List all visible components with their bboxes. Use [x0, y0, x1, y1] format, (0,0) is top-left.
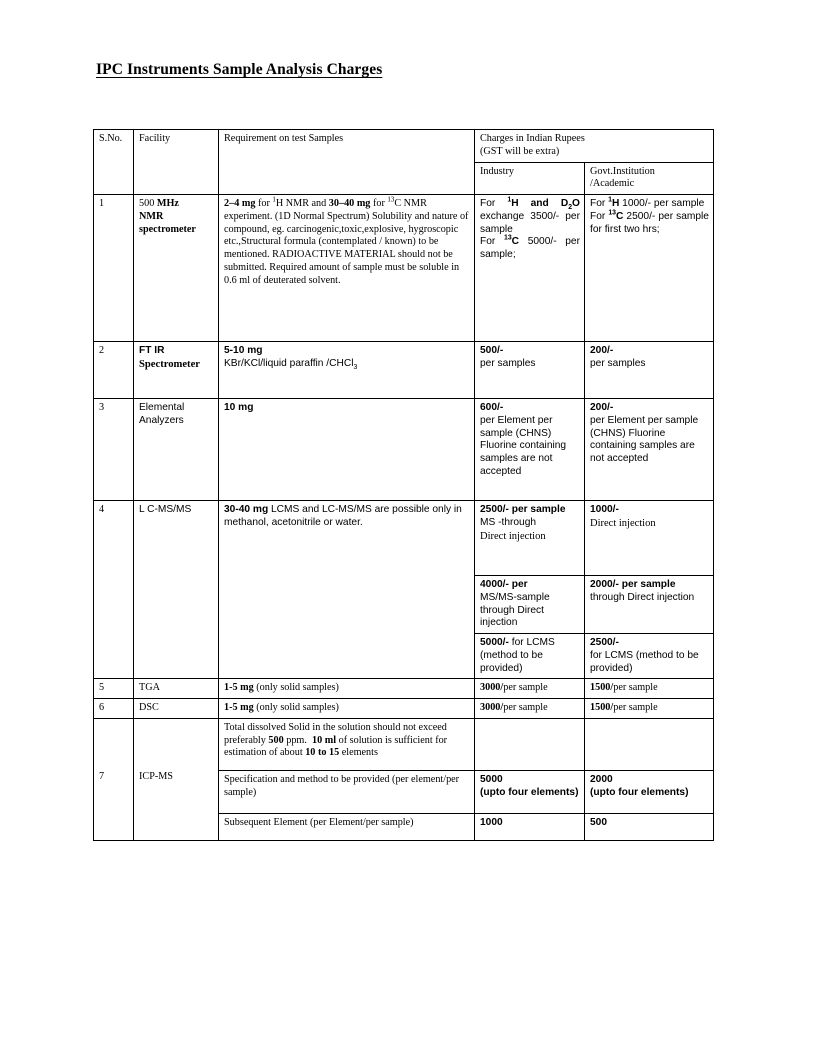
- govt-amount: 1500/: [590, 702, 614, 713]
- govt-amount: 500: [590, 816, 607, 828]
- table-row: [94, 679, 714, 699]
- industry-unit: per samples: [480, 357, 536, 369]
- govt-amount: 200/-: [590, 402, 614, 413]
- header-facility: Facility: [134, 130, 219, 195]
- govt-unit: per samples: [590, 357, 646, 369]
- row-industry-charge: [475, 501, 585, 576]
- row-govt-charge: [585, 576, 714, 634]
- page-title: IPC Instruments Sample Analysis Charges: [96, 61, 383, 78]
- row-facility: L C-MS/MS: [134, 501, 219, 679]
- row-sno: 4: [94, 501, 134, 679]
- charges-table: [93, 129, 714, 841]
- industry-amount: 500/-: [480, 345, 504, 356]
- header-charges: [475, 130, 714, 163]
- row-govt-charge: [585, 718, 714, 770]
- row-requirement: Total dissolved Solid in the solution should not exceed preferably 500 ppm. 10 ml of solution is sufficient for estimation of about 10 to 15 elements: [219, 718, 475, 770]
- row-sno: 5: [94, 679, 134, 699]
- govt-note: (upto four elements): [590, 786, 689, 798]
- industry-unit: per sample: [503, 702, 548, 713]
- row-requirement: [219, 399, 475, 501]
- table-row: [94, 501, 714, 576]
- row-industry-charge: [475, 399, 585, 501]
- row-requirement: [219, 501, 475, 679]
- govt-note: per Element per sample (CHNS) Fluorine containing samples are not accepted: [590, 414, 699, 464]
- govt-note: for LCMS (method to be provided): [590, 649, 699, 674]
- row-govt-charge: [585, 770, 714, 813]
- table-row: [94, 195, 714, 342]
- table-row: [94, 342, 714, 399]
- industry-note: MS -through: [480, 516, 537, 528]
- req-amount: 5-10 mg: [224, 345, 263, 356]
- req-amount: 1-5 mg: [224, 682, 254, 694]
- row-facility: 500 MHz NMR spectrometer: [134, 195, 219, 342]
- row-sno: 3: [94, 399, 134, 501]
- row-requirement: Specification and method to be provided (per element/per sample): [219, 770, 475, 813]
- row-requirement: 2–4 mg for $^1$H NMR and 30–40 mg for $^{13}$C NMR experiment. (1D Normal Spectrum) Solubility and nature of compound, eg. carcinogenic,toxic,explosive, hygroscopic etc.,Structural formula (contemplated / known) to be mentioned. RADIOACTIVE MATERIAL should not be submitted. Required amount of sample must be soluble in 0.6 ml of deuterated solvent.: [219, 195, 475, 342]
- row-govt-charge: [585, 679, 714, 699]
- row-govt-charge: [585, 342, 714, 399]
- row-requirement: [219, 342, 475, 399]
- govt-amount: 2000: [590, 773, 613, 785]
- req-amount: 30-40 mg: [224, 504, 269, 515]
- row-industry-charge: [475, 342, 585, 399]
- industry-note: per Element per sample (CHNS) Fluorine containing samples are not accepted: [480, 414, 567, 477]
- govt-unit: per sample: [613, 682, 658, 694]
- row-industry-charge: [475, 699, 585, 719]
- row-govt-charge: [585, 501, 714, 576]
- header-requirement: Requirement on test Samples: [219, 130, 475, 195]
- industry-note: (upto four elements): [480, 786, 579, 798]
- industry-amount: 4000/- per: [480, 579, 528, 590]
- req-amount: 10 mg: [224, 402, 254, 413]
- industry-amount: 3000/: [480, 682, 504, 694]
- industry-amount: 3000/: [480, 702, 504, 713]
- req-note: (only solid samples): [256, 682, 339, 694]
- row-industry-charge: [475, 679, 585, 699]
- row-facility: TGA: [134, 679, 219, 699]
- row-requirement: [219, 699, 475, 719]
- row-sno: 6: [94, 699, 134, 719]
- govt-amount: 1500/: [590, 682, 614, 694]
- header-charges-line2: (GST will be extra): [480, 145, 560, 157]
- header-industry: Industry: [475, 162, 585, 195]
- header-govt-line1: Govt.Institution: [590, 165, 655, 177]
- row-govt-charge: [585, 399, 714, 501]
- industry-note: for LCMS (method to be provided): [480, 637, 555, 674]
- row-industry-charge: [475, 576, 585, 634]
- row-industry-charge: [475, 634, 585, 679]
- table-row: [94, 718, 714, 770]
- req-media: KBr/KCl/liquid paraffin /CHCl$_3$: [224, 357, 358, 371]
- industry-note-2: Direct injection: [480, 530, 546, 542]
- req-amount: 1-5 mg: [224, 702, 254, 713]
- row-govt-charge: For $^1$H 1000/- per sample For $^{13}$C 2500/- per sample for first two hrs;: [585, 195, 714, 342]
- row-facility: DSC: [134, 699, 219, 719]
- table-row: [94, 699, 714, 719]
- industry-amount: 5000: [480, 773, 503, 785]
- row-facility: FT IR Spectrometer: [134, 342, 219, 399]
- req-note: LCMS and LC-MS/MS are possible only in methanol, acetonitrile or water.: [224, 504, 462, 528]
- row-industry-charge: For $^1$H and $D_2O$ exchange 3500/- per sample For $^{13}$C 5000/- per sample;: [475, 195, 585, 342]
- header-govt: [585, 162, 714, 195]
- row-govt-charge: [585, 634, 714, 679]
- row-sno: 1: [94, 195, 134, 342]
- govt-note: through Direct injection: [590, 591, 695, 603]
- header-sno: S.No.: [94, 130, 134, 195]
- row-facility: ICP-MS: [134, 718, 219, 840]
- govt-amount: 2500/-: [590, 637, 619, 648]
- industry-note: MS/MS-sample through Direct injection: [480, 591, 550, 629]
- row-govt-charge: [585, 699, 714, 719]
- row-sno: 2: [94, 342, 134, 399]
- industry-amount: 2500/- per sample: [480, 504, 566, 515]
- govt-unit: per sample: [613, 702, 658, 713]
- govt-note: Direct injection: [590, 517, 656, 529]
- industry-amount: 600/-: [480, 402, 504, 413]
- row-facility: Elemental Analyzers: [134, 399, 219, 501]
- industry-amount: 5000/-: [480, 637, 509, 648]
- row-sno: 7: [94, 718, 134, 840]
- table-row: [94, 399, 714, 501]
- row-govt-charge: [585, 813, 714, 840]
- header-govt-line2: /Academic: [590, 178, 635, 190]
- table-header-row: [94, 130, 714, 163]
- row-requirement: Subsequent Element (per Element/per sample): [219, 813, 475, 840]
- row-industry-charge: [475, 813, 585, 840]
- req-note: (only solid samples): [256, 702, 339, 713]
- industry-amount: 1000: [480, 816, 503, 828]
- govt-amount: 200/-: [590, 345, 614, 356]
- row-industry-charge: [475, 718, 585, 770]
- govt-amount: 1000/-: [590, 504, 619, 515]
- header-charges-line1: Charges in Indian Rupees: [480, 133, 585, 144]
- industry-unit: per sample: [503, 682, 548, 694]
- row-industry-charge: [475, 770, 585, 813]
- govt-amount: 2000/- per sample: [590, 579, 676, 590]
- row-requirement: [219, 679, 475, 699]
